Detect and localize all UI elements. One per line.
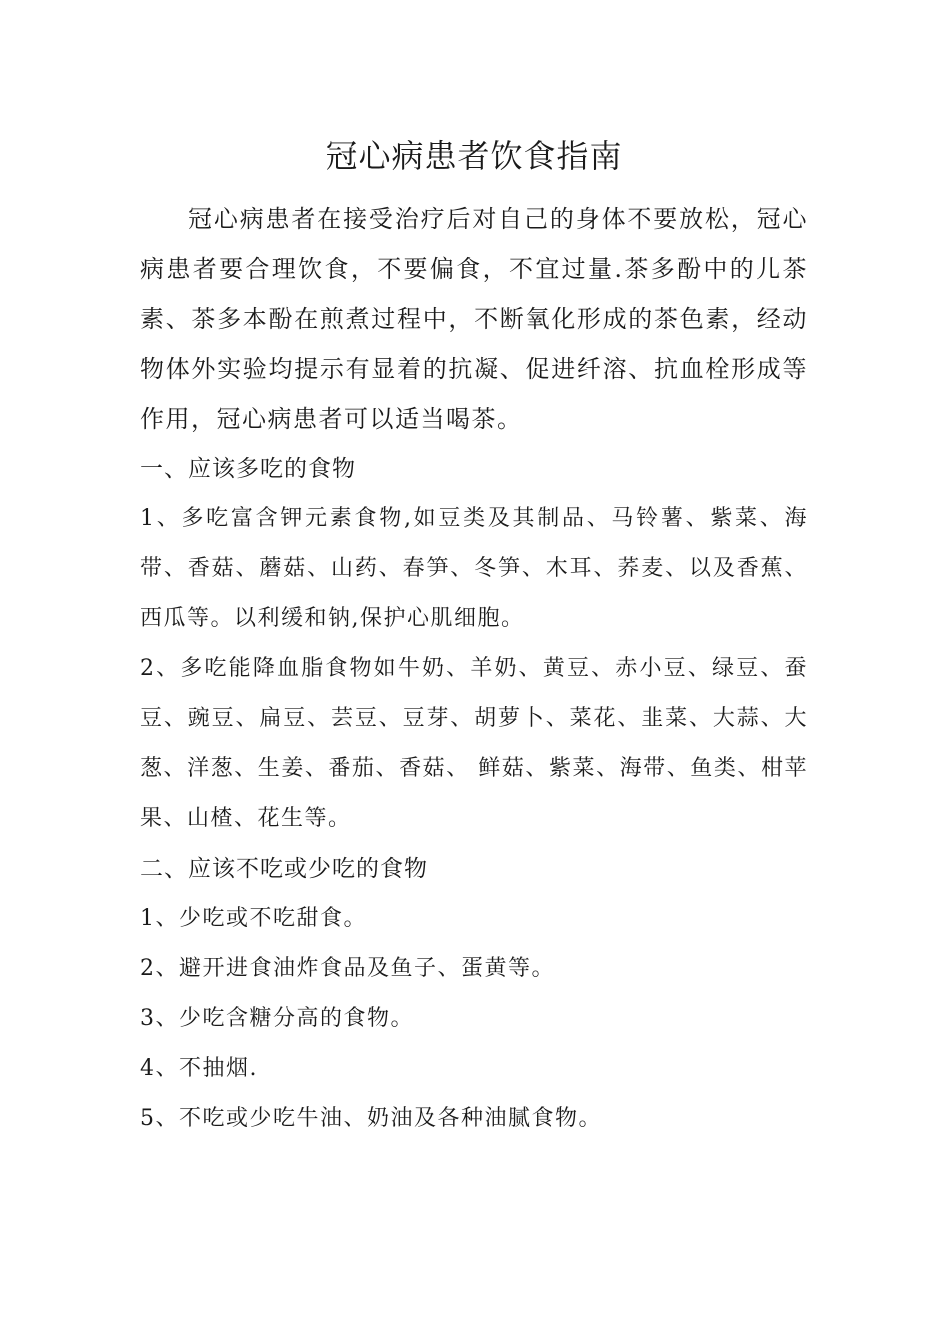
section-heading: 二、应该不吃或少吃的食物 — [140, 856, 428, 882]
section-recommended-foods — [140, 444, 808, 844]
section-heading: 一、应该多吃的食物 — [140, 456, 356, 482]
list-item: 2、多吃能降血脂食物如牛奶、羊奶、黄豆、赤小豆、绿豆、蚕豆、豌豆、扁豆、芸豆、豆芽、胡萝卜、菜花、韭菜、大蒜、大葱、洋葱、生姜、番茄、香菇、 鲜菇、紫菜、海带、鱼类、柑苹果、山楂、花生等。 — [140, 656, 808, 831]
list-item: 5、不吃或少吃牛油、奶油及各种油腻食物。 — [140, 1106, 602, 1131]
list-item: 3、少吃含糖分高的食物。 — [140, 1006, 414, 1031]
list-item: 1、多吃富含钾元素食物,如豆类及其制品、马铃薯、紫菜、海带、香菇、蘑菇、山药、春笋、冬笋、木耳、荞麦、以及香蕉、西瓜等。以利缓和钠,保护心肌细胞。 — [140, 506, 808, 631]
section-avoid-foods — [140, 844, 808, 1144]
document-page — [140, 128, 808, 1144]
list-item: 2、避开进食油炸食品及鱼子、蛋黄等。 — [140, 956, 555, 981]
intro-paragraph: 冠心病患者在接受治疗后对自己的身体不要放松，冠心病患者要合理饮食，不要偏食，不宜过量.茶多酚中的儿茶素、茶多本酚在煎煮过程中，不断氧化形成的茶色素，经动物体外实验均提示有显着的抗凝、促进纤溶、抗血栓形成等作用，冠心病患者可以适当喝茶。 — [140, 205, 808, 433]
list-item: 1、少吃或不吃甜食。 — [140, 906, 367, 931]
list-item: 4、不抽烟. — [140, 1056, 258, 1081]
document-title: 冠心病患者饮食指南 — [325, 137, 623, 175]
